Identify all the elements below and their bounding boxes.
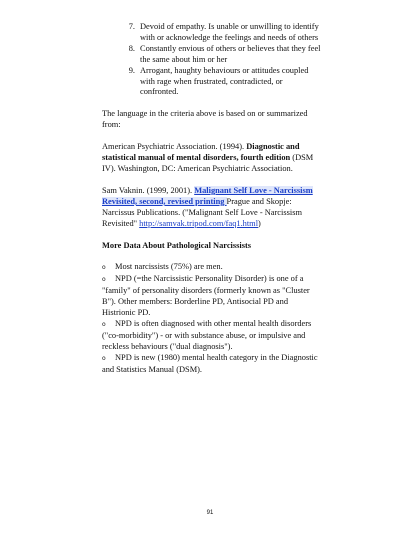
page-body [102,22,322,375]
faq-url-link[interactable]: http://samvak.tripod.com/faq1.html [139,218,259,228]
reference-vaknin-close: ) [258,218,261,228]
list-item-text: Devoid of empathy. Is unable or unwilling to identify with or acknowledge the feelings and needs of others [140,22,319,42]
bullet-item [102,274,322,319]
bullet-marker-icon: o [102,264,106,272]
bullet-item [102,262,322,274]
reference-apa [102,142,322,175]
list-item-number: 7. [128,22,135,31]
list-item-number: 9. [128,65,135,75]
book-title-link[interactable]: Malignant Self Love - Narcissism Revisited, second, revised printing [102,185,313,206]
list-item [102,66,322,99]
list-item-text: Arrogant, haughty behaviours or attitudes coupled with rage when frustrated, contradicted, or confronted. [140,65,309,97]
section-heading-text: More Data About Pathological Narcissists [102,240,252,250]
reference-vaknin-rest: Prague and Skopje: Narcissus Publications. ("Malignant Self Love - Narcissism Revisited" [102,196,302,228]
bullet-marker-icon: o [102,276,106,284]
bullet-text: NPD is often diagnosed with other mental health disorders ("co-morbidity") - or with substance abuse, or impulsive and reckless behaviours ("dual diagnosis"). [102,318,312,351]
reference-apa-authors: American Psychiatric Association. (1994). [102,142,247,152]
bullet-marker-icon: o [102,320,106,328]
list-item [102,44,322,66]
list-item-number: 8. [128,43,135,53]
list-item [102,22,322,44]
bullet-item [102,353,322,376]
bullet-text: NPD is new (1980) mental health category in the Diagnostic and Statistics Manual (DSM). [102,352,318,374]
criteria-list [102,22,322,98]
reference-apa-title: Diagnostic and statistical manual of mental disorders, fourth edition [102,142,300,163]
bullet-item [102,319,322,353]
reference-vaknin-authors: Sam Vaknin. (1999, 2001). [102,185,195,195]
bullet-marker-icon: o [102,354,106,362]
page-number: 91 [206,510,214,516]
bullet-text: Most narcissists (75%) are men. [115,262,223,272]
reference-vaknin [102,186,322,230]
reference-apa-rest: (DSM IV). Washington, DC: American Psychiatric Association. [102,153,314,173]
bullet-text: NPD (=the Narcissistic Personality Disorder) is one of a "family" of personality disorders (formerly known as "Cluster B"). Other members: Borderline PD, Antisocial PD and Histrionic PD. [102,274,310,318]
list-item-text: Constantly envious of others or believes that they feel the same about him or her [140,43,321,64]
language-note: The language in the criteria above is based on or summarized from: [102,109,308,130]
section-heading [102,241,322,252]
